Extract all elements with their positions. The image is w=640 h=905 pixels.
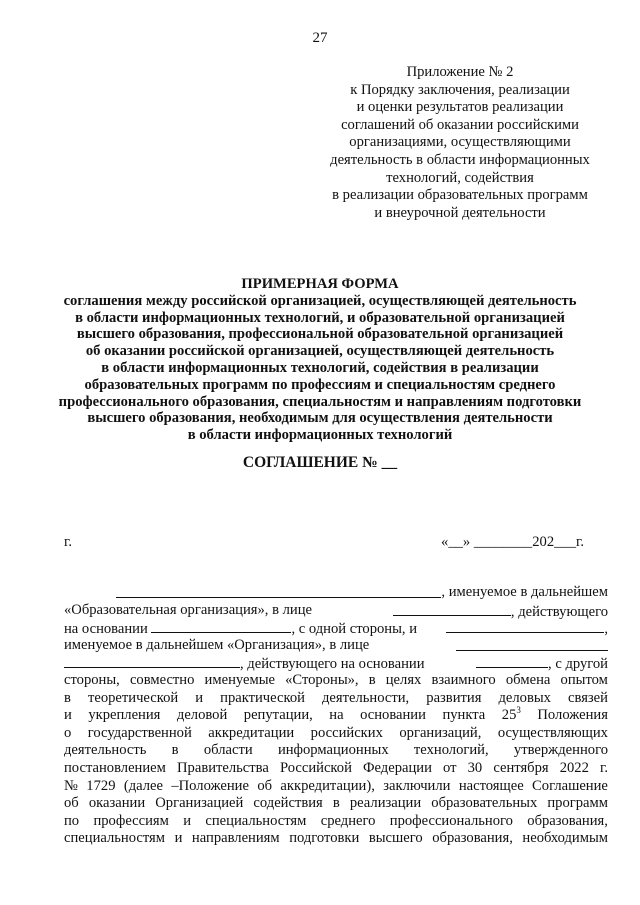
body-word: информационных <box>277 742 389 759</box>
body-word: оказании <box>88 795 146 812</box>
body-word: и <box>64 707 72 724</box>
body-word: деятельность <box>64 742 147 759</box>
body-word: реализации <box>349 795 422 812</box>
body-word: практической <box>220 689 305 706</box>
body-word: обмена <box>505 671 551 688</box>
body-word: от <box>443 759 457 776</box>
agreement-title: СОГЛАШЕНИЕ № __ <box>242 454 398 471</box>
org-representative-blank <box>456 637 608 651</box>
body-word: именуемые <box>204 671 275 688</box>
body-word: Российской <box>279 759 352 776</box>
date-field: «__» ________202___г. <box>441 534 584 550</box>
body-word: именуемое в дальнейшем «Организация», в лице <box>64 636 370 653</box>
body-word: сентября <box>493 759 549 776</box>
body-word: деловых <box>498 689 551 706</box>
body-line-13 <box>64 795 608 813</box>
appendix-line: технологий, содействия <box>386 169 534 186</box>
body-word: в <box>332 795 340 812</box>
body-word: и <box>183 812 192 829</box>
body-line-11 <box>64 760 608 778</box>
body-word: среднего <box>320 812 376 829</box>
body-word: целях <box>385 671 422 688</box>
body-word: утвержденного <box>513 742 608 759</box>
appendix-line: деятельность в области информационных <box>330 151 590 168</box>
appendix-line: к Порядку заключения, реализации <box>350 81 570 98</box>
form-title-line: высшего образования, необходимым для осуществления деятельности <box>87 410 553 427</box>
body-word: и <box>195 689 204 706</box>
appendix-line: Приложение № 2 <box>406 64 514 80</box>
body-line-2 <box>64 602 608 620</box>
body-word: совместно <box>129 671 195 688</box>
body-word: , <box>604 621 608 638</box>
body-line-14 <box>64 813 608 831</box>
form-title-line: соглашения между российской организацией, осуществляющей деятельность <box>63 292 577 309</box>
body-word: настоящее <box>458 777 524 794</box>
place-field: г. <box>64 534 72 550</box>
appendix-line: и внеурочной деятельности <box>374 204 546 221</box>
body-word: взаимного <box>431 671 496 688</box>
body-word: и <box>174 830 183 847</box>
body-word: –Положение <box>171 777 249 794</box>
body-word: деловой <box>176 707 228 724</box>
body-word: аккредитации), <box>280 777 375 794</box>
body-word: теоретической <box>87 689 179 706</box>
body-line-3 <box>64 619 608 637</box>
body-word: развития <box>426 689 482 706</box>
body-word: осуществляющих <box>497 724 608 741</box>
body-word: репутации, <box>243 707 313 724</box>
form-title <box>0 276 640 444</box>
body-word: укрепления <box>88 707 161 724</box>
body-word: в <box>171 742 179 759</box>
body-word: , действующего <box>510 603 608 620</box>
body-word: опытом <box>560 671 608 688</box>
appendix-line: организациями, осуществляющими <box>349 134 571 151</box>
body-word: высшего <box>368 830 423 847</box>
body-word: об <box>257 777 273 794</box>
form-title-line: в области информационных технологий <box>187 427 453 444</box>
body-line-4 <box>64 637 608 655</box>
body-word: Соглашение <box>532 777 608 794</box>
acting-blank <box>64 654 240 668</box>
body-word: подготовки <box>289 830 360 847</box>
appendix-line: соглашений об оказании российскими <box>341 116 579 133</box>
body-word: программ <box>547 795 608 812</box>
body-line-6 <box>64 672 608 690</box>
body-word: «Образовательная организация», в лице <box>64 601 313 618</box>
body-word: образования, <box>527 812 608 829</box>
form-title-line: в области информационных технологий, содействия в реализации <box>101 359 539 376</box>
body-word: в <box>368 671 376 688</box>
basis-blank <box>151 619 291 633</box>
body-word: связей <box>568 689 608 706</box>
body-word: российских <box>310 724 383 741</box>
body-word: постановлением <box>64 759 166 776</box>
body-word: Положения <box>537 707 608 724</box>
body-line-9 <box>64 725 608 743</box>
body-word: о <box>64 724 72 741</box>
body-word: 2022 <box>559 759 589 776</box>
organization-blank <box>446 619 604 633</box>
body-line-12 <box>64 778 608 796</box>
body-word: содействия <box>253 795 323 812</box>
body-line-5 <box>64 654 608 672</box>
body-word: , с одной стороны, и <box>291 621 418 638</box>
body-line-10 <box>64 742 608 760</box>
body-word: организаций, <box>399 724 482 741</box>
body-word: № <box>64 777 78 794</box>
body-word: области <box>203 742 253 759</box>
body-line-15 <box>64 830 608 848</box>
body-line-1 <box>64 584 608 602</box>
place-date-row <box>64 534 584 551</box>
body-word: Правительства <box>177 759 269 776</box>
body-word: на <box>329 707 344 724</box>
body-line-7 <box>64 690 608 708</box>
body-line-8 <box>64 707 608 725</box>
appendix-header <box>300 64 620 222</box>
form-title-line: образовательных программ по профессиям и специальностям среднего <box>84 376 556 393</box>
body-word: , именуемое в дальнейшем <box>441 584 608 600</box>
form-title-line: об оказании российской организацией, осуществляющей деятельность <box>85 343 555 360</box>
body-word: аккредитации <box>208 724 295 741</box>
body-word: профессионального <box>389 812 513 829</box>
body-word: 3 <box>516 705 521 716</box>
body-word: 1729 <box>86 777 116 794</box>
body-word: стороны, <box>64 671 120 688</box>
body-word: об <box>64 795 79 812</box>
body-word: на основании <box>64 621 148 638</box>
page-number: 27 <box>312 30 328 46</box>
body-word: направлениям <box>191 830 280 847</box>
body-word: образования, <box>432 830 513 847</box>
body-word: г. <box>600 759 608 776</box>
body-word: специальностям <box>205 812 307 829</box>
body-word: (далее <box>123 777 163 794</box>
representative-blank <box>393 602 511 616</box>
body-word: 30 <box>467 759 483 776</box>
body-word: государственной <box>87 724 192 741</box>
body-word: специальностям <box>64 830 166 847</box>
body-word: профессиям <box>93 812 169 829</box>
body-word: Организацией <box>155 795 244 812</box>
body-word: технологий, <box>413 742 489 759</box>
form-title-line: профессионального образования, специальностям и направлениям подготовки <box>58 393 582 410</box>
appendix-line: и оценки результатов реализации <box>356 99 564 116</box>
body-word: в <box>64 689 71 706</box>
body-word: по <box>64 812 80 829</box>
body-word: основании <box>360 707 426 724</box>
form-title-line: в области информационных технологий, и образовательной организацией <box>75 309 565 326</box>
body-word: 25 <box>501 707 517 724</box>
org-name-blank <box>116 584 441 598</box>
body-word: , с другой <box>548 656 608 673</box>
org-basis-blank <box>476 654 548 668</box>
form-title-line: высшего образования, профессиональной образовательной организацией <box>76 326 564 343</box>
agreement-body <box>64 584 608 848</box>
body-word: необходимым <box>522 830 608 847</box>
body-word: Федерации <box>362 759 432 776</box>
body-word: «Стороны», <box>285 671 359 688</box>
body-word: деятельности, <box>322 689 410 706</box>
body-word: , действующего на основании <box>240 656 425 673</box>
body-word: заключили <box>383 777 451 794</box>
appendix-line: в реализации образовательных программ <box>332 187 588 204</box>
body-word: образовательных <box>431 795 538 812</box>
form-heading: ПРИМЕРНАЯ ФОРМА <box>241 276 399 292</box>
body-word: пункта <box>442 707 486 724</box>
